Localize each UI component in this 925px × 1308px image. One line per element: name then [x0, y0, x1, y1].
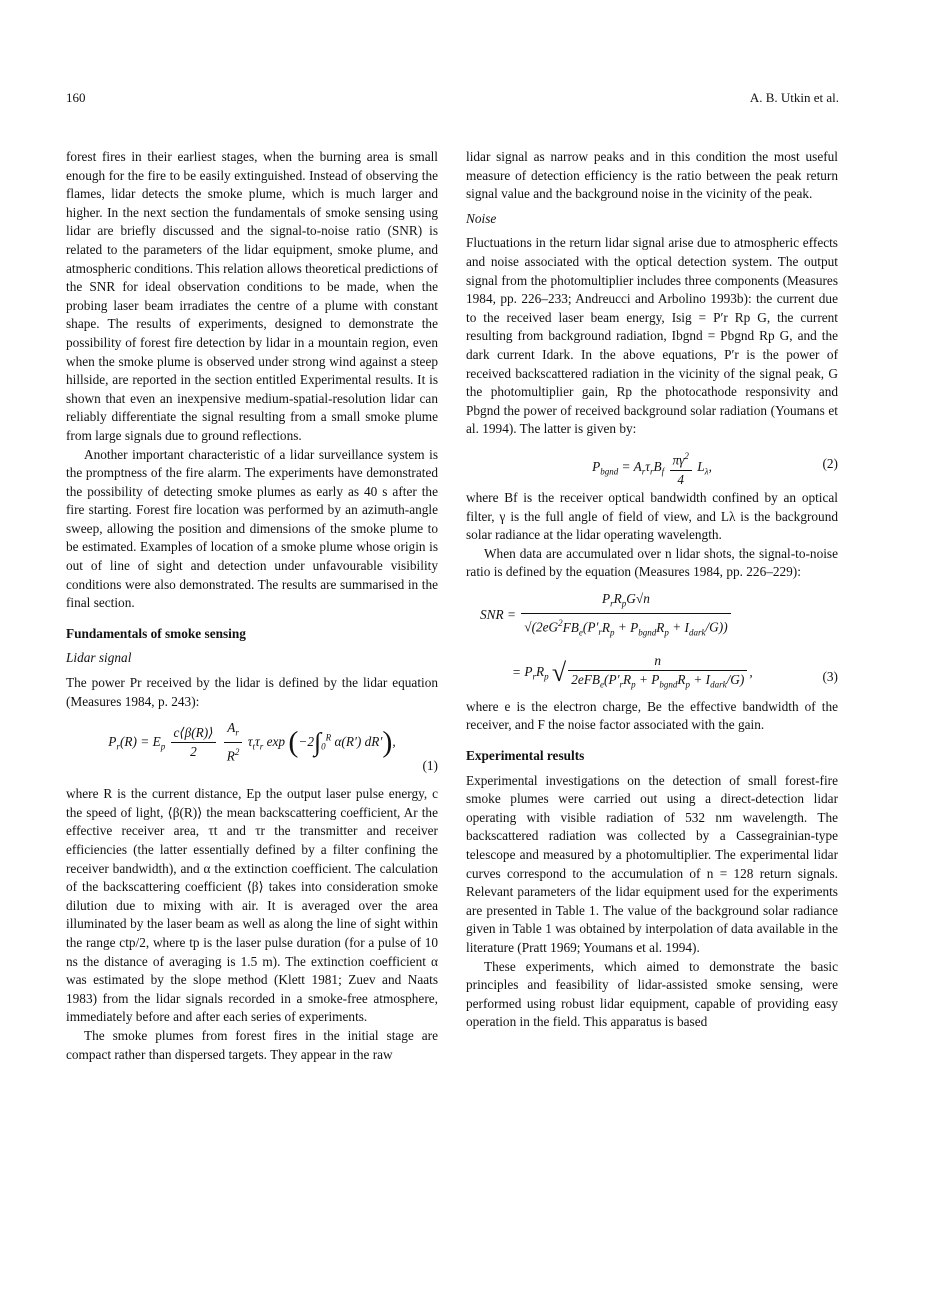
section-heading-experimental-results: Experimental results: [466, 748, 585, 764]
equation-2: [466, 447, 838, 487]
section-heading-fundamentals: Fundamentals of smoke sensing: [66, 625, 246, 641]
left-paragraph-1: forest fires in their earliest stages, when the burning area is small enough for the fire to be easily extinguished. Instead of observing the flames, lidar detects the smoke plume, which is much larger and higher. In the next section the fundamentals of smoke sensing using lidar are briefly discussed and the signal-to-noise ratio (SNR) is related to the parameters of the lidar equipment, smoke plume, and atmospheric conditions. This relation allows theoretical predictions of the SNR for ideal observation conditions to be made, when the probing laser beam irradiates the centre of a plume with constant shape. The results of experiments, designed to demonstrate the possibility of forest fire detection by lidar in a mountain region, even when the smoke plume is observed under strong wind against a steep hillside, are reported in the section entitled Experimental results. It is shown that even an inexpensive medium-spatial-resolution lidar can reliably differentiate the signal resulting from a small smoke plume from large signals due to ground reflections.: [66, 149, 438, 443]
right-paragraph-4: When data are accumulated over n lidar shots, the signal-to-noise ratio is defined by the equation (Measures 1984, pp. 226–229):: [466, 545, 838, 580]
equation-2-formula: $P_{bgnd} = A_r\tau_rB_f$ $\frac{\pi\gamma^2}{4}$ $L_\lambda$,: [592, 459, 712, 474]
equation-3-line-2: = $P_rR_p$ √ n $2eFB_e(P'_rR_p + P_{bgnd}R_p + I_{dark}/G)$ ,: [512, 652, 753, 691]
left-paragraph-3: The power Pr received by the lidar is defined by the lidar equation (Measures 1984, p. 243):: [66, 675, 438, 709]
right-paragraph-5: where e is the electron charge, Be the effective bandwidth of the receiver, and F the noise factor associated with the gain.: [466, 698, 838, 733]
subsection-heading-noise: Noise: [466, 210, 497, 226]
left-column: [66, 148, 438, 1064]
equation-1: [66, 719, 438, 777]
right-paragraph-7: These experiments, which aimed to demonstrate the basic principles and feasibility of lidar-assisted smoke sensing, were performed using robust lidar equipment, capable of providing easy operation in the field. This apparatus is based: [466, 958, 838, 1030]
subsection-heading-lidar-signal: Lidar signal: [66, 650, 132, 666]
equation-3-line-1: SNR = $P_rR_pG√n$ $√(2eG^2FB_e(P'_rR_p + P_{bgnd}R_p + I_{dark}/G))$: [466, 590, 838, 642]
running-head: A. B. Utkin et al.: [749, 90, 839, 105]
page-header: [66, 90, 839, 108]
right-column: [466, 148, 838, 1032]
equation-3: [466, 590, 838, 690]
equation-3-number: (3): [822, 668, 838, 684]
page-number: 160: [66, 90, 86, 105]
left-paragraph-4: where R is the current distance, Ep the output laser pulse energy, c the speed of light, ⟨β(R)⟩ the mean backscattering coefficient, Ar the effective receiver area, τt and τr the transmitter and receiver efficiencies (the latter essentially defined by a filter confining the receiver bandwidth), and α the extinction coefficient. The calculation of the backscattering coefficient ⟨β⟩ takes into consideration smoke dilution due to mixing with air. It is averaged over the area illuminated by the laser beam as well as along the line of sight within the range ctp/2, where tp is the laser pulse duration (for a pulse of 10 ns the distance of averaging is 1.5 m). The extinction coefficient α was estimated by the slope method (Klett 1981; Zuev and Naats 1983) from the lidar signals recorded in a smoke-free atmosphere, immediately before and after each series of experiments.: [66, 786, 438, 1025]
equation-1-formula: $P_r(R) = E_p$ $\frac{c⟨\beta(R)⟩}{2}$ $\frac{A_r}{R^2}$ $\tau_t\tau_r$ $\exp (-2\int_0^R$ α(R′) dR′),: [108, 720, 396, 764]
equation-1-number: (1): [422, 758, 438, 774]
equation-2-number: (2): [822, 455, 838, 471]
right-paragraph-6: Experimental investigations on the detection of small forest-fire smoke plumes were carried out using a direct-detection lidar operating with visible radiation of 532 nm wavelength. The backscattered radiation was collected by a Cassegrainian-type telescope and measured by a photomultiplier. The experimental lidar curves correspond to the accumulation of n = 128 return signals. Relevant parameters of the lidar equipment used for the experiments are presented in Table 1. The value of the background solar radiance given in Table 1 was obtained by interpolation of data available in the literature (Pratt 1969; Youmans et al. 1994).: [466, 772, 838, 955]
left-paragraph-5: The smoke plumes from forest fires in the initial stage are compact rather than dispersed targets. They appear in the raw: [66, 1027, 438, 1062]
left-paragraph-2: Another important characteristic of a lidar surveillance system is the promptness of the fire alarm. The experiments have demonstrated the possibility of detecting smoke plumes as early as 40 s after the fire starting. Forest fire location was performed by an azimuth-angle sweep, allowing the position and dimensions of the smoke plume to be estimated. Examples of location of a smoke plume whose origin is out of line of sight and detection under unfavourable visibility conditions were also demonstrated. The results are summarised in the final section.: [66, 446, 438, 611]
right-paragraph-1: lidar signal as narrow peaks and in this condition the most useful measure of detection efficiency is the ratio between the peak return signal value and the background noise in the vicinity of the peak.: [466, 149, 838, 202]
right-paragraph-3: where Bf is the receiver optical bandwidth confined by an optical filter, γ is the full angle of field of view, and Lλ is the background solar radiance at the lidar operating wavelength.: [466, 489, 838, 543]
right-paragraph-2: Fluctuations in the return lidar signal arise due to atmospheric effects and noise associated with the optical detection system. The output signal from the photomultiplier includes three components (Measures 1984, pp. 226–233; Andreucci and Arbolino 1993b): the current due to the received laser beam energy, Isig = P′r Rp G, the current resulting from background radiation, Ibgnd = Pbgnd Rp G, and the dark current Idark. In the above equations, P′r is the power of received backscattered radiation in the vicinity of the signal peak, G the photomultiplier gain, Rp the photocathode responsivity and Pbgnd the power of received background solar radiation (Youmans et al. 1994). The latter is given by:: [466, 235, 838, 437]
